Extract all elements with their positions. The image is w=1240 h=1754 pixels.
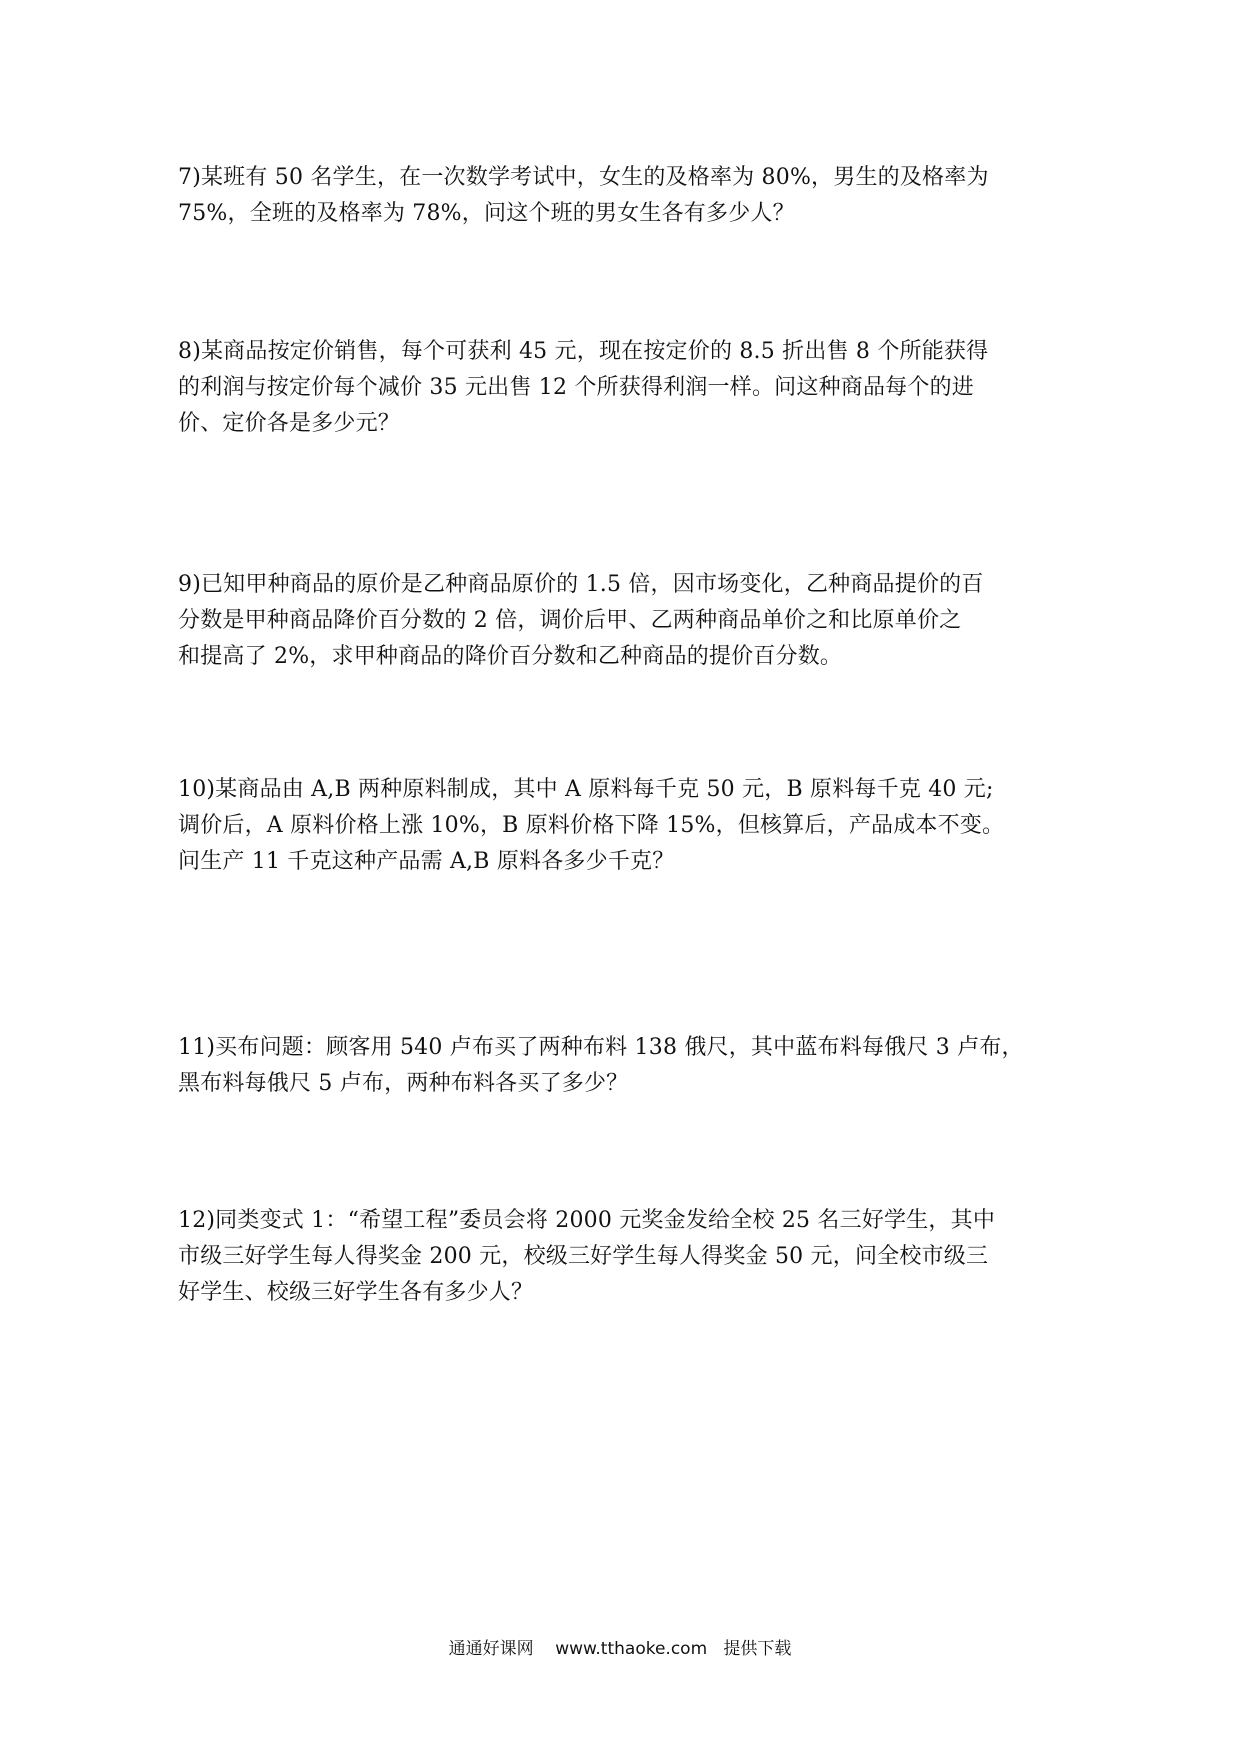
problem-line: 调价后，A 原料价格上涨 10%，B 原料价格下降 15%，但核算后，产品成本不变。	[178, 813, 1005, 838]
problem-line: 分数是甲种商品降价百分数的 2 倍，调价后甲、乙两种商品单价之和比原单价之	[178, 608, 962, 633]
problem-11	[178, 1030, 1078, 1102]
problem-line: 10)某商品由 A,B 两种原料制成，其中 A 原料每千克 50 元，B 原料每千克 40 元;	[178, 777, 994, 802]
problem-line: 市级三好学生每人得奖金 200 元，校级三好学生每人得奖金 50 元，问全校市级三	[178, 1244, 989, 1269]
footer-suffix: 提供下载	[723, 1639, 792, 1659]
problem-line: 好学生、校级三好学生各有多少人？	[178, 1280, 534, 1305]
problem-line: 9)已知甲种商品的原价是乙种商品原价的 1.5 倍，因市场变化，乙种商品提价的百	[178, 572, 984, 597]
problem-line: 12)同类变式 1：“希望工程”委员会将 2000 元奖金发给全校 25 名三好学生，其中	[178, 1208, 996, 1233]
problem-line: 的利润与按定价每个减价 35 元出售 12 个所获得利润一样。问这种商品每个的进	[178, 375, 974, 400]
problem-line: 11)买布问题：顾客用 540 卢布买了两种布料 138 俄尺，其中蓝布料每俄尺 3 卢布，	[178, 1035, 1024, 1060]
problem-12	[178, 1203, 1078, 1311]
problem-line: 和提高了 2%，求甲种商品的降价百分数和乙种商品的提价百分数。	[178, 644, 843, 669]
problem-7	[178, 160, 1078, 232]
footer-url-link[interactable]: www.tthaoke.com	[555, 1639, 708, 1659]
problem-line: 黑布料每俄尺 5 卢布，两种布料各买了多少？	[178, 1071, 629, 1096]
page-footer	[0, 1637, 1240, 1661]
problem-line: 价、定价各是多少元？	[178, 411, 401, 436]
problem-line: 75%，全班的及格率为 78%，问这个班的男女生各有多少人？	[178, 201, 795, 226]
footer-site-name: 通通好课网	[448, 1639, 534, 1659]
problem-line: 7)某班有 50 名学生，在一次数学考试中，女生的及格率为 80%，男生的及格率为	[178, 165, 989, 190]
problem-line: 8)某商品按定价销售，每个可获利 45 元，现在按定价的 8.5 折出售 8 个所能获得	[178, 339, 989, 364]
problem-9	[178, 567, 1078, 675]
problem-line: 问生产 11 千克这种产品需 A,B 原料各多少千克？	[178, 849, 675, 874]
problem-10	[178, 772, 1078, 880]
problem-8	[178, 334, 1078, 442]
